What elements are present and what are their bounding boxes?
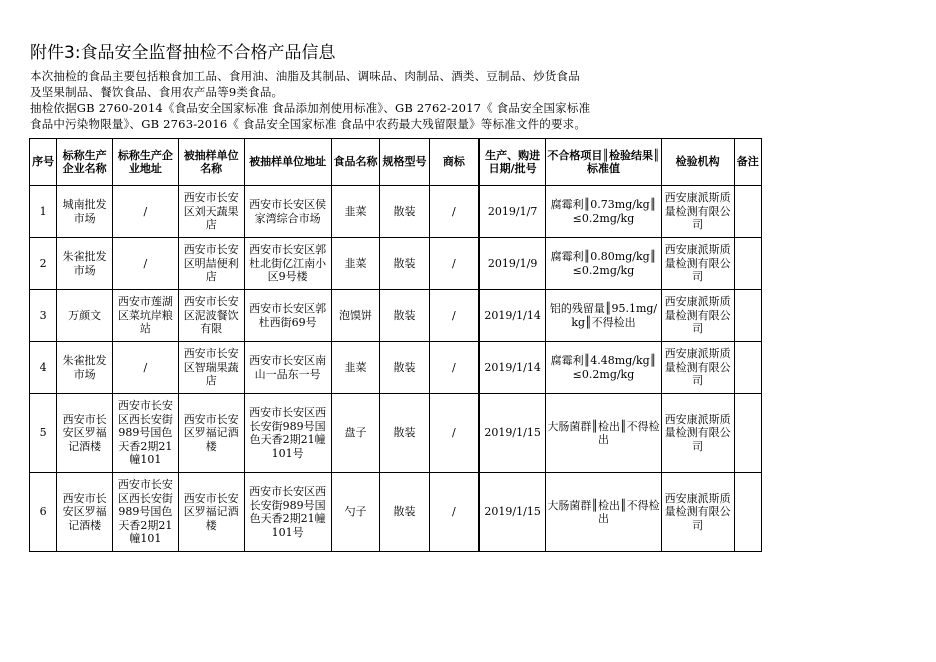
cell-sampled-unit-name: 西安市长安区罗福记酒楼 (178, 394, 244, 473)
cell-spec: 散装 (380, 290, 430, 342)
cell-sampled-unit-name: 西安市长安区智瑞果蔬店 (178, 342, 244, 394)
col-header-producer-name: 标称生产企业名称 (57, 139, 113, 186)
col-header-producer-address: 标称生产企业地址 (113, 139, 179, 186)
cell-producer-name: 西安市长安区罗福记酒楼 (57, 394, 113, 473)
cell-producer-address: / (113, 238, 179, 290)
col-header-trademark: 商标 (429, 139, 479, 186)
cell-producer-address: 西安市莲湖区菜坑岸粮站 (113, 290, 179, 342)
cell-food-name: 泡馍饼 (331, 290, 380, 342)
cell-sampled-unit-name: 西安市长安区泥波餐饮有限 (178, 290, 244, 342)
cell-sampled-unit-name: 西安市长安区罗福记酒楼 (178, 473, 244, 552)
cell-lab: 西安康派斯质量检测有限公司 (661, 342, 734, 394)
cell-date: 2019/1/9 (479, 238, 546, 290)
cell-failed-item: 铝的残留量║95.1mg/kg║不得检出 (546, 290, 661, 342)
intro-line: 抽检依据GB 2760-2014《食品安全国家标准 食品添加剂使用标准》、GB 2762-2017《 食品安全国家标准 (30, 101, 591, 115)
cell-remark (734, 186, 761, 238)
cell-date: 2019/1/14 (479, 290, 546, 342)
cell-date: 2019/1/15 (479, 394, 546, 473)
cell-remark (734, 290, 761, 342)
cell-trademark: / (429, 394, 479, 473)
col-header-remark: 备注 (734, 139, 761, 186)
cell-trademark: / (429, 238, 479, 290)
table-row (30, 473, 762, 552)
col-header-food-name: 食品名称 (331, 139, 380, 186)
cell-index: 2 (30, 238, 57, 290)
cell-food-name: 勺子 (331, 473, 380, 552)
cell-spec: 散装 (380, 394, 430, 473)
cell-remark (734, 473, 761, 552)
intro-line: 本次抽检的食品主要包括粮食加工品、食用油、油脂及其制品、调味品、肉制品、酒类、豆制品、炒货食品 (30, 69, 580, 83)
cell-spec: 散装 (380, 342, 430, 394)
cell-sampled-unit-address: 西安市长安区南山一品东一号 (244, 342, 331, 394)
cell-date: 2019/1/15 (479, 473, 546, 552)
cell-index: 4 (30, 342, 57, 394)
cell-trademark: / (429, 342, 479, 394)
cell-sampled-unit-name: 西安市长安区刘天蔬果店 (178, 186, 244, 238)
cell-sampled-unit-address: 西安市长安区郭杜西街69号 (244, 290, 331, 342)
cell-producer-name: 城南批发市场 (57, 186, 113, 238)
col-header-failed-item: 不合格项目║检验结果║标准值 (546, 139, 661, 186)
cell-remark (734, 394, 761, 473)
table-row (30, 238, 762, 290)
cell-trademark: / (429, 290, 479, 342)
col-header-sampled-unit-address: 被抽样单位地址 (244, 139, 331, 186)
cell-spec: 散装 (380, 473, 430, 552)
cell-trademark: / (429, 473, 479, 552)
cell-sampled-unit-address: 西安市长安区侯家湾综合市场 (244, 186, 331, 238)
cell-sampled-unit-address: 西安市长安区西长安街989号国色天香2期21幢101号 (244, 394, 331, 473)
cell-sampled-unit-name: 西安市长安区明喆便利店 (178, 238, 244, 290)
table-row (30, 186, 762, 238)
cell-failed-item: 腐霉利║0.80mg/kg║≤0.2mg/kg (546, 238, 661, 290)
cell-failed-item: 腐霉利║0.73mg/kg║≤0.2mg/kg (546, 186, 661, 238)
cell-lab: 西安康派斯质量检测有限公司 (661, 186, 734, 238)
cell-lab: 西安康派斯质量检测有限公司 (661, 238, 734, 290)
cell-producer-address: 西安市长安区西长安街989号国色天香2期21幢101 (113, 394, 179, 473)
cell-index: 3 (30, 290, 57, 342)
intro-line: 食品中污染物限量》、GB 2763-2016《 食品安全国家标准 食品中农药最大残留限量》等标准文件的要求。 (30, 117, 587, 131)
cell-producer-name: 朱雀批发市场 (57, 342, 113, 394)
cell-producer-name: 朱雀批发市场 (57, 238, 113, 290)
intro-line: 及坚果制品、餐饮食品、食用农产品等9类食品。 (30, 85, 284, 99)
cell-producer-address: / (113, 342, 179, 394)
cell-producer-name: 万颜文 (57, 290, 113, 342)
cell-index: 5 (30, 394, 57, 473)
cell-date: 2019/1/7 (479, 186, 546, 238)
cell-food-name: 盘子 (331, 394, 380, 473)
cell-failed-item: 腐霉利║4.48mg/kg║≤0.2mg/kg (546, 342, 661, 394)
cell-spec: 散装 (380, 238, 430, 290)
table-header-row (30, 139, 762, 186)
intro-text (30, 68, 670, 132)
cell-remark (734, 342, 761, 394)
cell-spec: 散装 (380, 186, 430, 238)
cell-remark (734, 238, 761, 290)
nonconforming-products-table (29, 138, 762, 552)
cell-producer-address: / (113, 186, 179, 238)
cell-producer-address: 西安市长安区西长安街989号国色天香2期21幢101 (113, 473, 179, 552)
cell-failed-item: 大肠菌群║检出║不得检出 (546, 473, 661, 552)
cell-lab: 西安康派斯质量检测有限公司 (661, 394, 734, 473)
cell-index: 6 (30, 473, 57, 552)
table-row (30, 290, 762, 342)
cell-index: 1 (30, 186, 57, 238)
cell-trademark: / (429, 186, 479, 238)
cell-failed-item: 大肠菌群║检出║不得检出 (546, 394, 661, 473)
cell-producer-name: 西安市长安区罗福记酒楼 (57, 473, 113, 552)
table-row (30, 342, 762, 394)
col-header-index: 序号 (30, 139, 57, 186)
page-title: 附件3:食品安全监督抽检不合格产品信息 (30, 43, 336, 63)
cell-lab: 西安康派斯质量检测有限公司 (661, 473, 734, 552)
col-header-lab: 检验机构 (661, 139, 734, 186)
cell-lab: 西安康派斯质量检测有限公司 (661, 290, 734, 342)
cell-food-name: 韭菜 (331, 186, 380, 238)
cell-food-name: 韭菜 (331, 342, 380, 394)
cell-sampled-unit-address: 西安市长安区西长安街989号国色天香2期21幢101号 (244, 473, 331, 552)
cell-sampled-unit-address: 西安市长安区郭杜北街亿江南小区9号楼 (244, 238, 331, 290)
cell-date: 2019/1/14 (479, 342, 546, 394)
table-row (30, 394, 762, 473)
col-header-date: 生产、购进日期/批号 (479, 139, 546, 186)
col-header-sampled-unit-name: 被抽样单位名称 (178, 139, 244, 186)
cell-food-name: 韭菜 (331, 238, 380, 290)
col-header-spec: 规格型号 (380, 139, 430, 186)
